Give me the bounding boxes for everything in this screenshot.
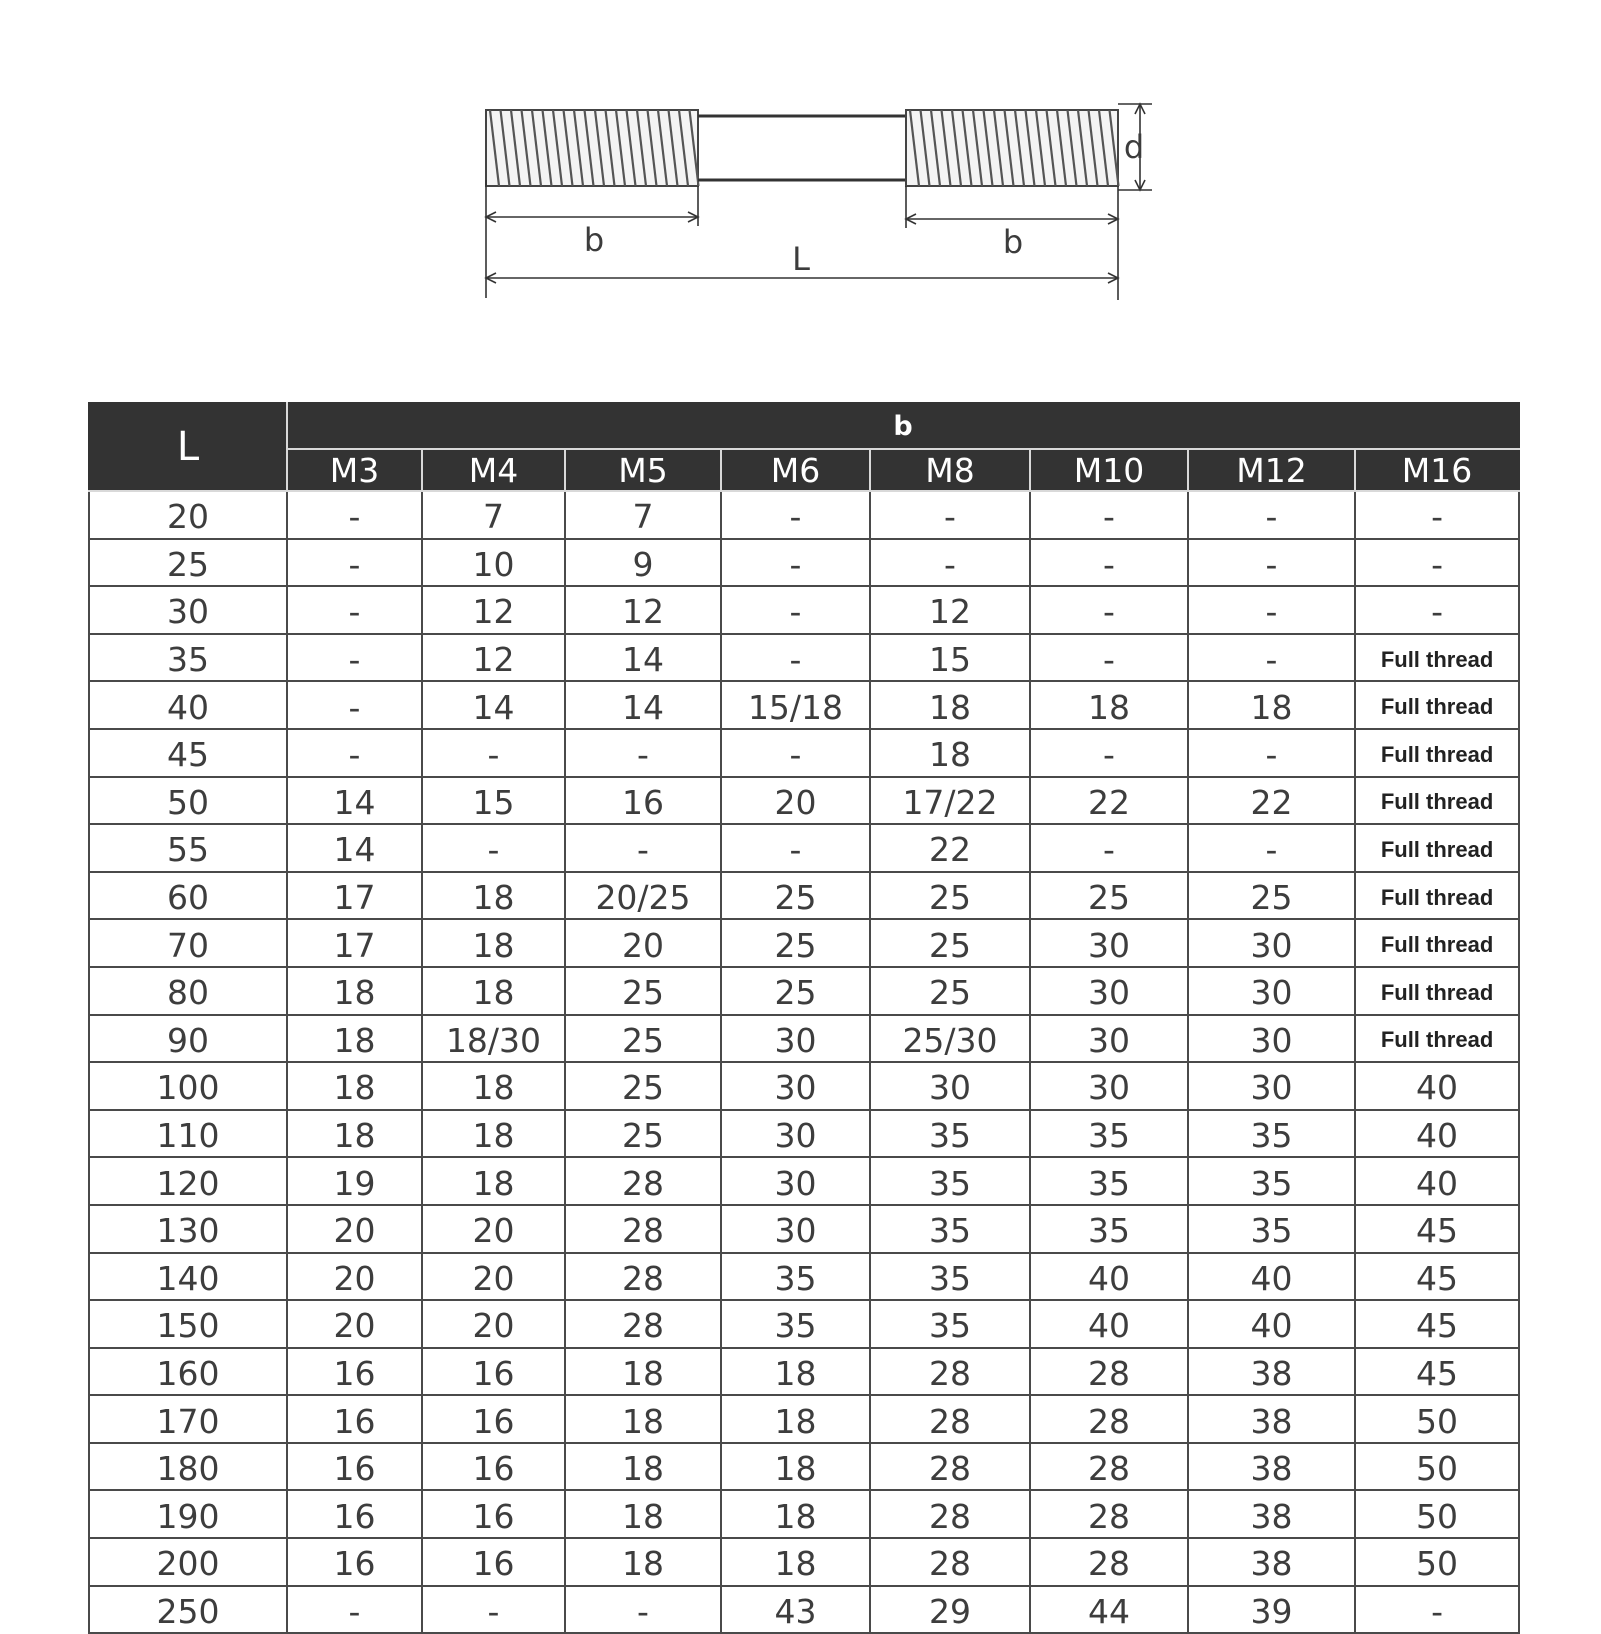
thread-length-cell: - — [721, 729, 870, 777]
thread-length-cell: 28 — [565, 1300, 721, 1348]
thread-length-table — [88, 402, 1520, 1634]
thread-length-cell: 22 — [1188, 777, 1355, 825]
thread-length-cell: 25/30 — [870, 1015, 1030, 1063]
thread-length-cell: 15 — [422, 777, 565, 825]
thread-length-cell: 38 — [1188, 1443, 1355, 1491]
thread-length-cell: 28 — [870, 1348, 1030, 1396]
table-row — [89, 1300, 1519, 1348]
thread-length-cell: 30 — [1188, 967, 1355, 1015]
thread-length-cell: 40 — [1355, 1110, 1519, 1158]
table-row — [89, 539, 1519, 587]
thread-length-cell: 50 — [1355, 1538, 1519, 1586]
table-row — [89, 1205, 1519, 1253]
thread-length-cell: - — [1030, 586, 1188, 634]
thread-length-cell: 30 — [1188, 919, 1355, 967]
thread-length-cell: 28 — [565, 1253, 721, 1301]
length-cell: 100 — [89, 1062, 287, 1110]
thread-length-cell: Full thread — [1355, 1015, 1519, 1063]
thread-length-cell: - — [1188, 491, 1355, 539]
thread-length-cell: 40 — [1355, 1157, 1519, 1205]
thread-length-cell: 17 — [287, 872, 422, 920]
size-header-m6: M6 — [721, 449, 870, 491]
size-header-m12: M12 — [1188, 449, 1355, 491]
thread-length-cell: 20 — [287, 1205, 422, 1253]
thread-length-cell: - — [287, 586, 422, 634]
thread-length-cell: 15 — [870, 634, 1030, 682]
thread-length-cell: 38 — [1188, 1348, 1355, 1396]
length-cell: 120 — [89, 1157, 287, 1205]
thread-length-cell: - — [1355, 539, 1519, 587]
thread-length-cell: 16 — [287, 1348, 422, 1396]
dimension-label-b-right: b — [1002, 223, 1024, 261]
thread-length-cell: - — [1030, 539, 1188, 587]
thread-length-cell: 30 — [721, 1110, 870, 1158]
thread-length-cell: 15/18 — [721, 681, 870, 729]
thread-length-cell: - — [287, 539, 422, 587]
thread-length-cell: 25 — [565, 1062, 721, 1110]
thread-length-cell: 45 — [1355, 1205, 1519, 1253]
size-header-m4: M4 — [422, 449, 565, 491]
thread-length-cell: - — [1188, 824, 1355, 872]
table-row — [89, 1015, 1519, 1063]
thread-length-cell: 30 — [1188, 1062, 1355, 1110]
length-cell: 20 — [89, 491, 287, 539]
thread-length-cell: 20 — [565, 919, 721, 967]
thread-length-cell: 38 — [1188, 1490, 1355, 1538]
thread-length-cell: 16 — [422, 1395, 565, 1443]
thread-length-cell: Full thread — [1355, 681, 1519, 729]
thread-length-cell: - — [287, 681, 422, 729]
thread-length-cell: 30 — [1030, 919, 1188, 967]
thread-length-cell: 7 — [565, 491, 721, 539]
thread-length-cell: 35 — [1188, 1157, 1355, 1205]
thread-length-cell: 39 — [1188, 1586, 1355, 1634]
thread-length-cell: 45 — [1355, 1253, 1519, 1301]
thread-length-cell: 18 — [565, 1443, 721, 1491]
thread-length-cell: 50 — [1355, 1395, 1519, 1443]
thread-length-cell: 38 — [1188, 1395, 1355, 1443]
thread-length-cell: Full thread — [1355, 729, 1519, 777]
thread-length-cell: 16 — [422, 1538, 565, 1586]
stud-bolt-diagram — [0, 0, 1601, 330]
thread-length-cell: 30 — [721, 1205, 870, 1253]
thread-length-cell: 25 — [721, 872, 870, 920]
thread-length-cell: 29 — [870, 1586, 1030, 1634]
thread-length-cell: 18 — [870, 729, 1030, 777]
thread-length-cell: 30 — [721, 1015, 870, 1063]
thread-length-cell: - — [1355, 586, 1519, 634]
thread-length-cell: 9 — [565, 539, 721, 587]
size-header-m10: M10 — [1030, 449, 1188, 491]
thread-length-cell: 40 — [1188, 1253, 1355, 1301]
table-row — [89, 872, 1519, 920]
thread-length-cell: 18 — [422, 919, 565, 967]
thread-length-cell: 18 — [1188, 681, 1355, 729]
table-row — [89, 634, 1519, 682]
thread-length-cell: 45 — [1355, 1348, 1519, 1396]
thread-length-cell: 28 — [870, 1490, 1030, 1538]
thread-length-cell: 16 — [287, 1490, 422, 1538]
thread-length-cell: 18 — [422, 967, 565, 1015]
thread-length-cell: 30 — [1030, 1015, 1188, 1063]
thread-length-cell: 16 — [422, 1490, 565, 1538]
table-row — [89, 1253, 1519, 1301]
thread-length-cell: 25 — [1188, 872, 1355, 920]
table-row — [89, 1443, 1519, 1491]
header-L: L — [89, 403, 287, 491]
table-row — [89, 1538, 1519, 1586]
thread-length-cell: - — [1188, 539, 1355, 587]
thread-length-cell: 18 — [287, 1110, 422, 1158]
thread-length-cell: 18 — [721, 1538, 870, 1586]
length-cell: 130 — [89, 1205, 287, 1253]
thread-length-cell: 18 — [565, 1348, 721, 1396]
thread-length-cell: 18 — [721, 1443, 870, 1491]
thread-length-cell: 20 — [422, 1253, 565, 1301]
length-cell: 160 — [89, 1348, 287, 1396]
size-header-m8: M8 — [870, 449, 1030, 491]
thread-length-cell: 12 — [565, 586, 721, 634]
length-cell: 140 — [89, 1253, 287, 1301]
thread-size-header-row — [89, 449, 1519, 491]
table-row — [89, 1348, 1519, 1396]
thread-length-cell: 14 — [565, 681, 721, 729]
table-row — [89, 1490, 1519, 1538]
length-cell: 80 — [89, 967, 287, 1015]
thread-length-cell: 16 — [287, 1538, 422, 1586]
thread-length-cell: 25 — [565, 1015, 721, 1063]
length-cell: 180 — [89, 1443, 287, 1491]
thread-length-cell: 25 — [870, 967, 1030, 1015]
thread-length-cell: - — [565, 729, 721, 777]
thread-length-cell: - — [721, 824, 870, 872]
length-cell: 190 — [89, 1490, 287, 1538]
thread-length-cell: - — [1188, 634, 1355, 682]
thread-length-cell: 20/25 — [565, 872, 721, 920]
thread-length-cell: 18 — [287, 1015, 422, 1063]
thread-length-cell: 30 — [721, 1062, 870, 1110]
thread-length-cell: 20 — [287, 1300, 422, 1348]
thread-length-cell: 35 — [721, 1300, 870, 1348]
table-row — [89, 1062, 1519, 1110]
thread-length-cell: - — [1355, 1586, 1519, 1634]
thread-length-cell: - — [1188, 586, 1355, 634]
table-row — [89, 1586, 1519, 1634]
thread-length-cell: 14 — [565, 634, 721, 682]
thread-length-cell: 45 — [1355, 1300, 1519, 1348]
thread-length-cell: 35 — [1188, 1110, 1355, 1158]
thread-length-cell: 16 — [422, 1443, 565, 1491]
table-row — [89, 681, 1519, 729]
thread-length-cell: 20 — [721, 777, 870, 825]
thread-length-cell: - — [721, 586, 870, 634]
thread-length-cell: 16 — [422, 1348, 565, 1396]
dimension-label-L: L — [792, 240, 810, 278]
thread-length-cell: 25 — [721, 919, 870, 967]
length-cell: 150 — [89, 1300, 287, 1348]
thread-length-cell: 28 — [870, 1395, 1030, 1443]
thread-length-cell: Full thread — [1355, 777, 1519, 825]
table-row — [89, 967, 1519, 1015]
thread-length-cell: 28 — [565, 1205, 721, 1253]
thread-length-cell: 50 — [1355, 1490, 1519, 1538]
thread-length-cell: 18 — [721, 1348, 870, 1396]
thread-length-cell: - — [1030, 824, 1188, 872]
thread-length-cell: 35 — [1030, 1157, 1188, 1205]
length-cell: 250 — [89, 1586, 287, 1634]
thread-length-cell: 18 — [870, 681, 1030, 729]
thread-length-cell: 35 — [1188, 1205, 1355, 1253]
thread-length-cell: - — [721, 491, 870, 539]
thread-length-cell: - — [287, 491, 422, 539]
thread-length-cell: - — [721, 539, 870, 587]
thread-length-cell: 25 — [870, 919, 1030, 967]
thread-length-cell: 16 — [287, 1395, 422, 1443]
thread-length-cell: 14 — [422, 681, 565, 729]
thread-length-cell: 20 — [422, 1205, 565, 1253]
thread-length-cell: Full thread — [1355, 919, 1519, 967]
thread-length-cell: - — [1355, 491, 1519, 539]
thread-length-cell: 35 — [870, 1110, 1030, 1158]
thread-length-cell: 18 — [422, 1062, 565, 1110]
thread-length-cell: 18 — [422, 1110, 565, 1158]
thread-length-cell: 30 — [870, 1062, 1030, 1110]
length-cell: 110 — [89, 1110, 287, 1158]
thread-length-cell: 10 — [422, 539, 565, 587]
thread-length-cell: 18 — [565, 1490, 721, 1538]
thread-length-cell: 22 — [1030, 777, 1188, 825]
thread-length-cell: 18 — [1030, 681, 1188, 729]
length-cell: 30 — [89, 586, 287, 634]
length-cell: 55 — [89, 824, 287, 872]
thread-length-cell: 40 — [1030, 1300, 1188, 1348]
table-row — [89, 1110, 1519, 1158]
thread-length-cell: Full thread — [1355, 824, 1519, 872]
thread-length-cell: 30 — [1030, 967, 1188, 1015]
dimension-label-b-left: b — [583, 221, 605, 259]
thread-length-cell: 18 — [422, 872, 565, 920]
thread-length-cell: 12 — [422, 634, 565, 682]
thread-length-cell: - — [287, 1586, 422, 1634]
thread-length-cell: - — [422, 824, 565, 872]
thread-length-cell: 30 — [1030, 1062, 1188, 1110]
table-row — [89, 919, 1519, 967]
thread-length-cell: 18 — [287, 967, 422, 1015]
length-cell: 25 — [89, 539, 287, 587]
thread-length-cell: 18 — [721, 1490, 870, 1538]
thread-length-cell: - — [422, 729, 565, 777]
thread-length-cell: 25 — [721, 967, 870, 1015]
header-b: b — [287, 403, 1519, 449]
thread-length-cell: 38 — [1188, 1538, 1355, 1586]
thread-length-cell: 35 — [870, 1253, 1030, 1301]
length-cell: 35 — [89, 634, 287, 682]
thread-length-cell: - — [870, 539, 1030, 587]
table-body — [89, 491, 1519, 1633]
thread-length-cell: 35 — [1030, 1205, 1188, 1253]
thread-length-cell: Full thread — [1355, 872, 1519, 920]
thread-length-cell: 28 — [565, 1157, 721, 1205]
thread-length-cell: 35 — [870, 1157, 1030, 1205]
thread-length-cell: 16 — [287, 1443, 422, 1491]
thread-length-cell: 28 — [1030, 1443, 1188, 1491]
size-header-m16: M16 — [1355, 449, 1519, 491]
thread-length-cell: 28 — [870, 1538, 1030, 1586]
thread-length-cell: - — [287, 729, 422, 777]
thread-length-cell: 17/22 — [870, 777, 1030, 825]
thread-length-cell: - — [565, 824, 721, 872]
stud-bolt-drawing — [486, 110, 1119, 186]
thread-length-cell: 40 — [1355, 1062, 1519, 1110]
length-cell: 90 — [89, 1015, 287, 1063]
size-header-m3: M3 — [287, 449, 422, 491]
table-row — [89, 729, 1519, 777]
thread-length-cell: 30 — [1188, 1015, 1355, 1063]
thread-length-cell: Full thread — [1355, 634, 1519, 682]
thread-length-cell: 43 — [721, 1586, 870, 1634]
thread-length-cell: - — [721, 634, 870, 682]
thread-length-cell: - — [422, 1586, 565, 1634]
thread-length-cell: 50 — [1355, 1443, 1519, 1491]
table-row — [89, 824, 1519, 872]
length-cell: 50 — [89, 777, 287, 825]
thread-length-cell: 18 — [565, 1395, 721, 1443]
thread-length-cell: 18/30 — [422, 1015, 565, 1063]
thread-length-cell: 14 — [287, 777, 422, 825]
length-cell: 70 — [89, 919, 287, 967]
length-cell: 60 — [89, 872, 287, 920]
thread-length-cell: 25 — [565, 1110, 721, 1158]
thread-length-cell: 25 — [870, 872, 1030, 920]
size-header-m5: M5 — [565, 449, 721, 491]
thread-length-cell: 28 — [1030, 1395, 1188, 1443]
thread-length-cell: 14 — [287, 824, 422, 872]
thread-length-cell: 22 — [870, 824, 1030, 872]
thread-length-cell: 12 — [422, 586, 565, 634]
thread-length-cell: 28 — [1030, 1538, 1188, 1586]
thread-length-cell: 44 — [1030, 1586, 1188, 1634]
thread-length-cell: 7 — [422, 491, 565, 539]
thread-length-cell: 19 — [287, 1157, 422, 1205]
thread-length-cell: 35 — [870, 1205, 1030, 1253]
thread-length-cell: 30 — [721, 1157, 870, 1205]
thread-length-cell: 40 — [1188, 1300, 1355, 1348]
thread-length-cell: 17 — [287, 919, 422, 967]
table-row — [89, 586, 1519, 634]
length-cell: 170 — [89, 1395, 287, 1443]
table-row — [89, 777, 1519, 825]
thread-length-cell: - — [870, 491, 1030, 539]
thread-length-cell: - — [1030, 729, 1188, 777]
thread-length-cell: 40 — [1030, 1253, 1188, 1301]
thread-length-cell: 18 — [287, 1062, 422, 1110]
table-row — [89, 491, 1519, 539]
thread-length-cell: 28 — [1030, 1348, 1188, 1396]
thread-length-cell: 25 — [565, 967, 721, 1015]
thread-length-cell: 35 — [721, 1253, 870, 1301]
length-cell: 45 — [89, 729, 287, 777]
thread-length-cell: 18 — [422, 1157, 565, 1205]
length-cell: 200 — [89, 1538, 287, 1586]
thread-length-cell: - — [1030, 491, 1188, 539]
table-row — [89, 1157, 1519, 1205]
thread-length-cell: 16 — [565, 777, 721, 825]
thread-length-cell: - — [287, 634, 422, 682]
thread-length-cell: - — [1188, 729, 1355, 777]
thread-length-cell: - — [565, 1586, 721, 1634]
thread-length-cell: 20 — [287, 1253, 422, 1301]
thread-length-cell: - — [1030, 634, 1188, 682]
thread-length-cell: 35 — [1030, 1110, 1188, 1158]
dimension-label-d: d — [1123, 128, 1145, 166]
table-row — [89, 1395, 1519, 1443]
thread-length-cell: 20 — [422, 1300, 565, 1348]
thread-length-cell: 25 — [1030, 872, 1188, 920]
thread-length-cell: 18 — [565, 1538, 721, 1586]
thread-length-cell: 28 — [1030, 1490, 1188, 1538]
thread-length-cell: 28 — [870, 1443, 1030, 1491]
thread-length-cell: 18 — [721, 1395, 870, 1443]
length-cell: 40 — [89, 681, 287, 729]
thread-length-cell: 35 — [870, 1300, 1030, 1348]
thread-length-cell: Full thread — [1355, 967, 1519, 1015]
thread-length-cell: 12 — [870, 586, 1030, 634]
